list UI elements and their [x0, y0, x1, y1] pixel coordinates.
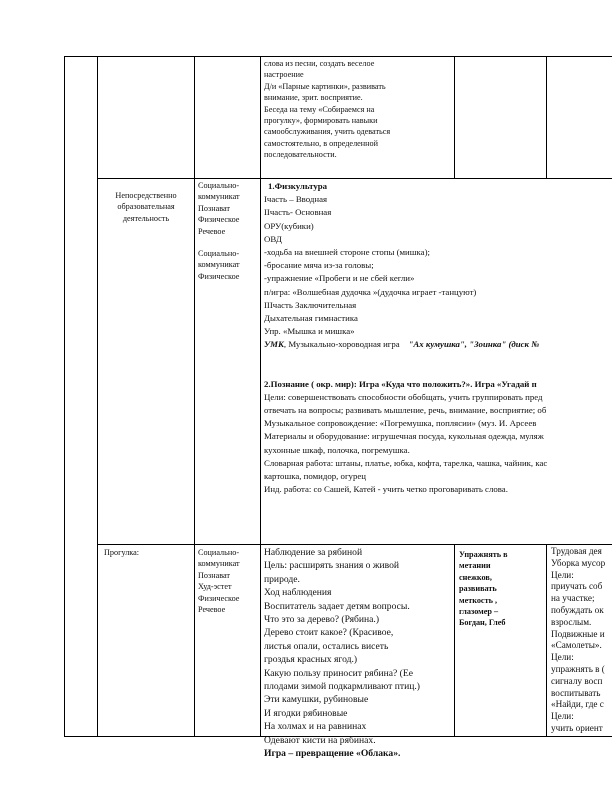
individual-line: развивать: [459, 584, 497, 594]
individual-line: глазомер –: [459, 607, 499, 617]
text-line: Беседа на тему «Собираемся на: [264, 104, 375, 114]
row-divider: [97, 544, 612, 545]
activity-label-text: Непосредственно образовательная деятельность: [115, 191, 177, 223]
activity-label-nod: [100, 190, 192, 224]
activity-label-walk: [104, 547, 192, 558]
labor-line: на участке;: [551, 593, 595, 604]
labor-line: Цели:: [551, 711, 574, 722]
observation-line: Наблюдение за рябиной: [264, 547, 363, 558]
pe-line: Дыхательная гимнастика: [264, 313, 358, 324]
text-line: слова из песни, создать веселое: [264, 59, 375, 68]
labor-line: упражнять в (: [551, 663, 605, 674]
pe-line: -бросание мяча из-за головы;: [264, 260, 374, 271]
text-line: прогулку», формировать навыки: [264, 116, 378, 126]
pe-line: IIIчасть Заключительная: [264, 299, 357, 310]
text-line: самостоятельно, в определенной: [264, 138, 379, 148]
game-title: Игра – превращение «Облака».: [264, 748, 401, 760]
observation-line: На холмах и на равнинах: [264, 721, 367, 733]
text-line: последовательности.: [264, 150, 337, 160]
pe-line: Упр. «Мышка и мишка»: [264, 326, 355, 337]
lessons-cell: [264, 180, 612, 544]
pe-title: 1.Физкультура: [268, 181, 328, 191]
area-line: Социально-: [198, 181, 240, 190]
row-divider: [97, 178, 612, 179]
area-line: коммуникат: [198, 192, 240, 202]
labor-line: «Найди, где с: [551, 699, 604, 710]
umk-label: УМК: [264, 339, 284, 350]
area-line: Речевое: [198, 605, 226, 615]
lesson2-line: Цели: совершенствовать способности обобщать, учить группировать пред: [264, 391, 543, 402]
pe-line: -упражнение «Пробеги и не сбей кегли»: [264, 273, 415, 284]
individual-line: Упражнять в: [459, 550, 508, 559]
area-line: коммуникат: [198, 559, 240, 569]
column-divider: [546, 56, 547, 178]
area-line: коммуникат: [198, 260, 240, 270]
labor-line: Подвижные и: [551, 628, 605, 639]
column-divider: [546, 544, 547, 737]
area-line: Познават: [198, 570, 231, 580]
column-divider: [454, 56, 455, 178]
observation-line: Эти камушки, рубиновые: [264, 694, 369, 706]
area-line: Социально-: [198, 548, 240, 557]
observation-cell: [264, 546, 453, 760]
observation-line: Что это за дерево? (Рябина.): [264, 614, 380, 626]
lesson2-line: отвечать на вопросы; развивать мышление, речь, внимание, восприятие; об: [264, 405, 547, 416]
labor-line: сигналу восп: [551, 675, 603, 686]
lesson2-title: 2.Познание ( окр. мир): Игра «Куда что положить?». Игра «Угадай п: [264, 378, 537, 389]
umk-line: [264, 338, 612, 351]
individual-line: снежков,: [459, 572, 492, 582]
area-line: Физическое: [198, 593, 240, 603]
education-areas-cell: [198, 180, 258, 310]
labor-line: воспитывать: [551, 687, 601, 698]
labor-line: учить ориент: [551, 722, 603, 733]
labor-line: Уборка мусор: [551, 557, 606, 568]
labor-line: побуждать ок: [551, 604, 604, 615]
column-divider: [194, 56, 195, 737]
pe-line: IIчасть- Основная: [264, 207, 332, 218]
labor-line: Цели:: [551, 569, 574, 580]
text-line: внимание, зрит. восприятие.: [264, 93, 363, 103]
labor-line: Цели:: [551, 652, 574, 663]
lesson2-line: Материалы и оборудование: игрушечная посуда, кукольная одежда, муляж: [264, 431, 544, 442]
column-divider: [454, 544, 455, 737]
labor-line: взрослым.: [551, 616, 592, 627]
walk-areas-cell: [198, 547, 258, 627]
individual-work-cell: [459, 549, 545, 629]
observation-line: И ягодки рябиновые: [264, 707, 348, 719]
morning-activities-cell: [264, 58, 452, 178]
observation-line: природе.: [264, 573, 300, 585]
observation-line: гроздья красных ягод.): [264, 654, 358, 666]
pe-line: ОВД: [264, 233, 282, 244]
observation-line: листья опали, остались висеть: [264, 640, 389, 652]
text-line: самообслуживания, учить одеваться: [264, 127, 391, 137]
area-line: Худ-эстет: [198, 582, 232, 592]
lesson2-line: картошка, помидор, огурец: [264, 471, 366, 482]
individual-line: Богдан, Глеб: [459, 618, 506, 628]
activity-label-text: Прогулка:: [104, 548, 140, 557]
area-line: Речевое: [198, 226, 226, 236]
labor-line: Трудовая дея: [551, 546, 602, 556]
pe-line: Iчасть – Вводная: [264, 194, 328, 205]
text-line: Д/и «Парные картинки», развивать: [264, 81, 386, 91]
umk-text: , Музыкально-хороводная игра: [283, 339, 400, 350]
lesson2-line: Музыкальное сопровождение: «Погремушка, поплясии» (муз. И. Арсеев: [264, 418, 537, 429]
labor-activity-cell: [551, 546, 612, 736]
column-divider: [97, 56, 98, 737]
observation-line: Дерево стоит какое? (Красивое,: [264, 627, 394, 639]
row-divider: [64, 56, 612, 57]
observation-line: Какую пользу приносит рябина? (Ее: [264, 667, 413, 679]
observation-line: Одевают кисти на рябинах.: [264, 734, 376, 746]
pe-line: ОРУ(кубики): [264, 220, 314, 231]
observation-line: Цель: расширять знания о живой: [264, 560, 400, 572]
pe-line: -ходьба на внешней стороне стопы (мишка);: [264, 247, 430, 258]
observation-line: Воспитатель задает детям вопросы.: [264, 600, 410, 612]
observation-line: Ход наблюдения: [264, 587, 332, 599]
pe-line: п/игра: «Волшебная дудочка »(дудочка играет -танцуют): [264, 286, 477, 297]
individual-line: меткость ,: [459, 595, 498, 605]
table-border-left: [64, 56, 65, 737]
area-line: Физическое: [198, 215, 240, 225]
area-line: Физическое: [198, 271, 240, 281]
lesson2-line: Словарная работа: штаны, платье, юбка, кофта, тарелка, чашка, чайник, кас: [264, 457, 548, 468]
column-divider: [260, 56, 261, 737]
area-line: Познават: [198, 203, 231, 213]
observation-line: плодами зимой подкармливают птиц.): [264, 681, 420, 693]
individual-line: метании: [459, 561, 491, 571]
labor-line: «Самолеты».: [551, 640, 602, 651]
area-line: Социально-: [198, 249, 240, 259]
labor-line: приучать соб: [551, 581, 603, 592]
lesson2-line: кухонные шкаф, полочка, погремушка.: [264, 444, 410, 455]
umk-songs: "Ах кумушка", "Зоинка" (диск №: [408, 339, 540, 350]
text-line: настроение: [264, 70, 304, 80]
lesson2-line: Инд. работа: со Сашей, Катей - учить четко проговаривать слова.: [264, 484, 508, 495]
